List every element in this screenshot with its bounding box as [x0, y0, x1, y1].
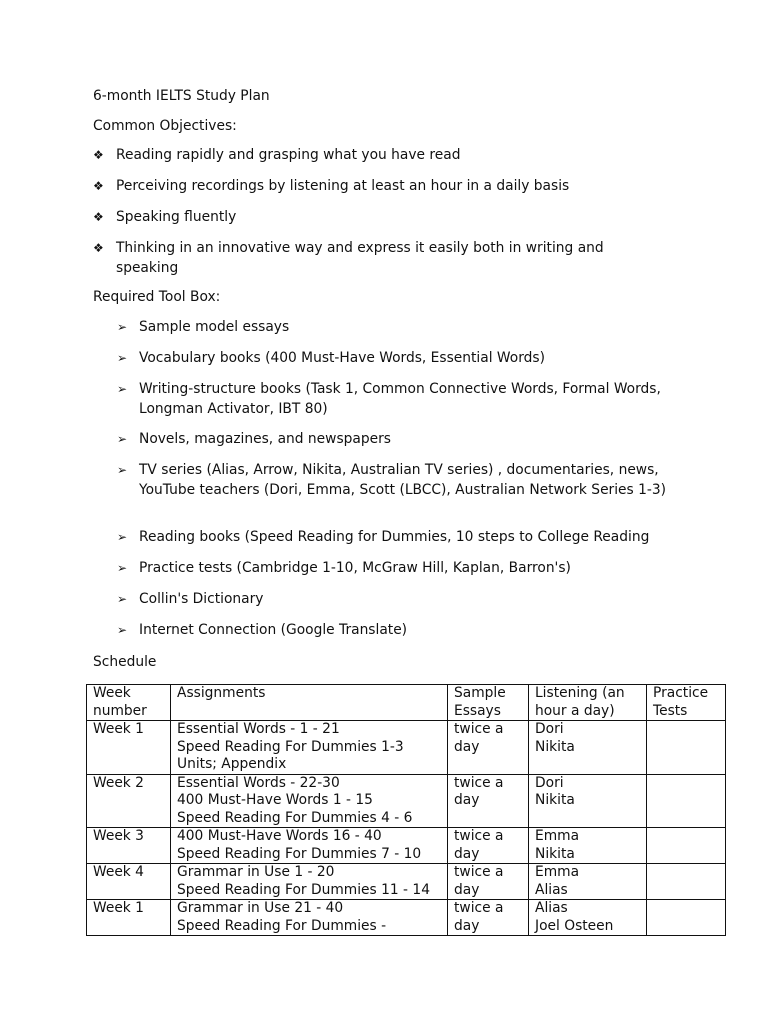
table-cell-listening — [529, 774, 647, 828]
cell-text: Joel Osteen — [535, 917, 614, 934]
table-cell-listening — [529, 721, 647, 775]
schedule-table — [86, 684, 726, 936]
cell-text: Speed Reading For Dummies 1-3 — [177, 738, 404, 755]
header-cell-assignments: Assignments — [171, 685, 448, 721]
document-title: 6-month IELTS Study Plan — [93, 88, 270, 104]
header-cell-essays: Sample Essays — [448, 685, 529, 721]
table-cell-listening — [529, 828, 647, 864]
cell-text: Units; Appendix — [177, 756, 287, 772]
cell-text: Speed Reading For Dummies 7 - 10 — [177, 845, 422, 862]
header-cell-listening: Listening (an hour a day) — [529, 685, 647, 721]
toolbox-heading: Required Tool Box: — [93, 289, 221, 305]
cell-text: Week 1 — [93, 900, 144, 916]
objectives-heading: Common Objectives: — [93, 118, 237, 134]
table-cell-essays — [448, 721, 529, 775]
cell-text: Dori — [535, 721, 564, 737]
table-cell-practice — [647, 900, 726, 936]
table-cell-listening — [529, 900, 647, 936]
objective-item: ❖ Speaking fluently — [93, 208, 653, 228]
cell-text: Emma — [535, 864, 580, 880]
diamond-bullet-icon: ❖ — [93, 210, 104, 224]
arrow-bullet-icon: ➢ — [117, 320, 128, 334]
table-cell-essays — [448, 900, 529, 936]
table-row — [87, 721, 726, 775]
diamond-bullet-icon: ❖ — [93, 241, 104, 255]
cell-text: day — [454, 845, 480, 862]
cell-text: Grammar in Use 1 - 20 — [177, 864, 335, 880]
cell-text: Essential Words - 22-30 — [177, 774, 340, 791]
table-cell-essays — [448, 774, 529, 828]
table-row — [87, 774, 726, 828]
table-cell-assignments — [171, 900, 448, 936]
arrow-bullet-icon: ➢ — [117, 382, 128, 396]
cell-text: day — [454, 738, 480, 755]
toolbox-item: ➢ Internet Connection (Google Translate) — [117, 621, 687, 641]
toolbox-item: ➢ Writing-structure books (Task 1, Common Connective Words, Formal Words, Longman Activator, IBT 80) — [117, 381, 661, 417]
table-row — [87, 828, 726, 864]
arrow-bullet-icon: ➢ — [117, 592, 128, 606]
cell-text: day — [454, 881, 480, 898]
cell-text: Alias — [535, 900, 568, 916]
toolbox-item: ➢ Reading books (Speed Reading for Dummies, 10 steps to College Reading — [117, 528, 687, 548]
table-cell-practice — [647, 864, 726, 900]
toolbox-item: ➢ Vocabulary books (400 Must-Have Words, Essential Words) — [117, 349, 687, 369]
cell-text: Alias — [535, 881, 568, 898]
cell-text: day — [454, 917, 480, 934]
cell-text: twice a — [454, 721, 504, 737]
diamond-bullet-icon: ❖ — [93, 148, 104, 162]
cell-text: Emma — [535, 828, 580, 844]
header-cell-week: Week number — [87, 685, 171, 721]
objective-item: ❖ Reading rapidly and grasping what you have read — [93, 146, 653, 166]
arrow-bullet-icon: ➢ — [117, 530, 128, 544]
cell-text: Essential Words - 1 - 21 — [177, 721, 340, 737]
table-row — [87, 864, 726, 900]
objective-item: ❖ Thinking in an innovative way and express it easily both in writing and speaking — [93, 240, 604, 276]
cell-text: Speed Reading For Dummies - — [177, 917, 387, 934]
table-cell-assignments — [171, 828, 448, 864]
table-row — [87, 900, 726, 936]
table-cell-essays — [448, 828, 529, 864]
table-cell-practice — [647, 774, 726, 828]
table-cell-practice — [647, 721, 726, 775]
cell-text: Speed Reading For Dummies 4 - 6 — [177, 809, 413, 826]
cell-text: Week 4 — [93, 864, 144, 880]
table-header-row — [87, 685, 726, 721]
schedule-heading: Schedule — [93, 654, 157, 670]
table-cell-assignments — [171, 864, 448, 900]
arrow-bullet-icon: ➢ — [117, 351, 128, 365]
cell-text: twice a — [454, 900, 504, 916]
toolbox-item: ➢ Sample model essays — [117, 318, 687, 338]
toolbox-item: ➢ Novels, magazines, and newspapers — [117, 430, 687, 450]
cell-text: 400 Must-Have Words 1 - 15 — [177, 792, 373, 808]
table-cell-essays — [448, 864, 529, 900]
table-cell-week — [87, 900, 171, 936]
table-cell-week — [87, 774, 171, 828]
cell-text: Dori — [535, 774, 564, 791]
arrow-bullet-icon: ➢ — [117, 463, 128, 477]
toolbox-item: ➢ Practice tests (Cambridge 1-10, McGraw Hill, Kaplan, Barron's) — [117, 559, 687, 579]
cell-text: Nikita — [535, 738, 575, 755]
table-cell-assignments — [171, 774, 448, 828]
arrow-bullet-icon: ➢ — [117, 432, 128, 446]
table-cell-listening — [529, 864, 647, 900]
cell-text: twice a — [454, 864, 504, 880]
cell-text: day — [454, 792, 480, 808]
cell-text: Week 1 — [93, 721, 144, 737]
table-cell-week — [87, 721, 171, 775]
diamond-bullet-icon: ❖ — [93, 179, 104, 193]
toolbox-item: ➢ TV series (Alias, Arrow, Nikita, Australian TV series) , documentaries, news, YouTube teachers (Dori, Emma, Scott (LBCC), Australian Network Series 1-3) — [117, 462, 667, 498]
cell-text: Speed Reading For Dummies 11 - 14 — [177, 881, 430, 898]
table-cell-practice — [647, 828, 726, 864]
cell-text: Week 3 — [93, 828, 144, 844]
cell-text: Week 2 — [93, 774, 144, 791]
table-cell-week — [87, 828, 171, 864]
cell-text: Nikita — [535, 845, 575, 862]
arrow-bullet-icon: ➢ — [117, 561, 128, 575]
toolbox-item: ➢ Collin's Dictionary — [117, 590, 687, 610]
objective-item: ❖ Perceiving recordings by listening at least an hour in a daily basis — [93, 177, 653, 197]
arrow-bullet-icon: ➢ — [117, 623, 128, 637]
cell-text: 400 Must-Have Words 16 - 40 — [177, 828, 382, 844]
table-cell-week — [87, 864, 171, 900]
table-cell-assignments — [171, 721, 448, 775]
cell-text: twice a — [454, 774, 504, 791]
cell-text: Grammar in Use 21 - 40 — [177, 900, 344, 916]
cell-text: Nikita — [535, 792, 575, 808]
cell-text: twice a — [454, 828, 504, 844]
header-cell-practice: Practice Tests — [647, 685, 726, 721]
